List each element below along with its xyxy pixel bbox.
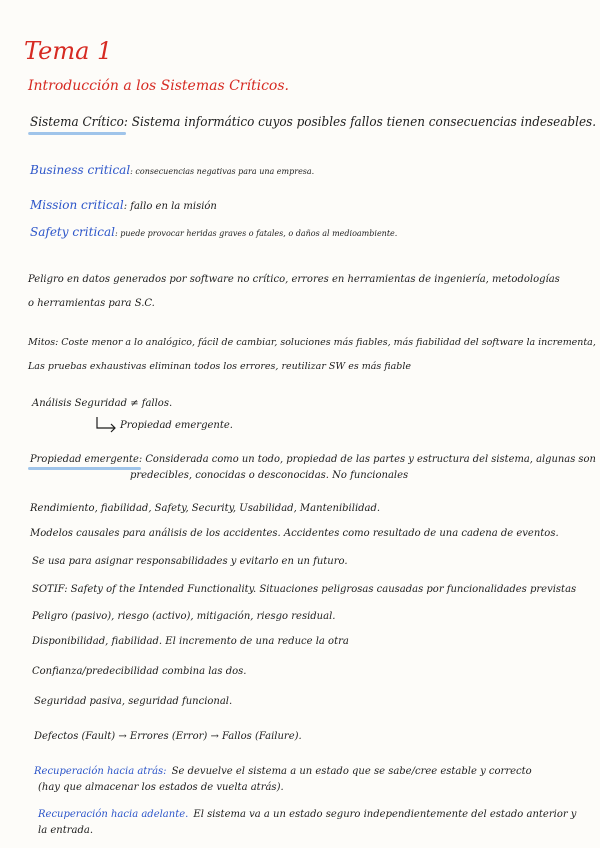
recuperacion-text: Se devuelve el sistema a un estado que se sabe/cree estable y correcto — [171, 766, 532, 777]
note-line: Rendimiento, fiabilidad, Safety, Security, Usabilidad, Mantenibilidad. — [30, 503, 381, 514]
critical-term: Safety critical — [30, 225, 116, 239]
note-line: SOTIF: Safety of the Intended Functionality. Situaciones peligrosas causadas por funcionalidades previstas — [32, 584, 577, 595]
propiedad-line-2: predecibles, conocidas o desconocidas. No funcionales — [130, 470, 409, 481]
analisis-line: Análisis Seguridad ≠ fallos. — [32, 398, 173, 409]
definition-text: : Sistema informático cuyos posibles fallos tienen consecuencias indeseables. — [123, 115, 597, 130]
critical-term: Mission critical — [30, 198, 124, 212]
arrow-icon — [94, 416, 118, 434]
arrow-label: Propiedad emergente. — [120, 420, 233, 431]
note-line: Modelos causales para análisis de los accidentes. Accidentes como resultado de una cadena de eventos. — [30, 528, 559, 539]
peligro-line-1: Peligro en datos generados por software no crítico, errores en herramientas de ingeniería, metodologías — [28, 274, 560, 285]
mitos-line-1: Mitos: Coste menor a lo analógico, fácil de cambiar, soluciones más fiables, más fiabilidad del software la incrementa, — [28, 337, 596, 348]
critical-text: : fallo en la misión — [123, 201, 217, 212]
definition-term: Sistema Crítico — [30, 115, 124, 130]
critical-mission — [30, 195, 217, 213]
peligro-line-2: o herramientas para S.C. — [28, 298, 155, 309]
page-title: Tema 1 — [24, 37, 113, 65]
page-subtitle: Introducción a los Sistemas Críticos. — [28, 78, 289, 94]
critical-text: : consecuencias negativas para una empresa. — [130, 167, 315, 176]
recuperacion-atras — [34, 760, 532, 778]
recuperacion-atras-line-2: (hay que almacenar los estados de vuelta atrás). — [38, 782, 284, 793]
definition-line — [30, 116, 596, 131]
recuperacion-term: Recuperación hacia atrás: — [34, 766, 167, 777]
propiedad-text: : Considerada como un todo, propiedad de las partes y estructura del sistema, algunas son — [138, 454, 596, 465]
recuperacion-text: El sistema va a un estado seguro independientemente del estado anterior y — [193, 809, 577, 820]
recuperacion-adelante — [38, 803, 576, 821]
critical-text: : puede provocar heridas graves o fatales, o daños al medioambiente. — [115, 229, 398, 238]
recuperacion-adelante-line-2: la entrada. — [38, 825, 93, 836]
note-line: Disponibilidad, fiabilidad. El incremento de una reduce la otra — [32, 636, 349, 647]
note-line: Peligro (pasivo), riesgo (activo), mitigación, riesgo residual. — [32, 611, 336, 622]
propiedad-line-1 — [30, 448, 596, 466]
note-line: Se usa para asignar responsabilidades y evitarlo en un futuro. — [32, 556, 348, 567]
note-line: Confianza/predecibilidad combina las dos. — [32, 666, 247, 677]
note-line: Defectos (Fault) → Errores (Error) → Fallos (Failure). — [34, 731, 302, 742]
critical-safety — [30, 222, 397, 240]
propiedad-term: Propiedad emergente — [30, 454, 139, 465]
recuperacion-term: Recuperación hacia adelante. — [38, 809, 189, 820]
critical-term: Business critical — [30, 163, 131, 177]
mitos-line-2: Las pruebas exhaustivas eliminan todos los errores, reutilizar SW es más fiable — [28, 361, 412, 372]
critical-business — [30, 160, 314, 178]
note-line: Seguridad pasiva, seguridad funcional. — [34, 696, 233, 707]
